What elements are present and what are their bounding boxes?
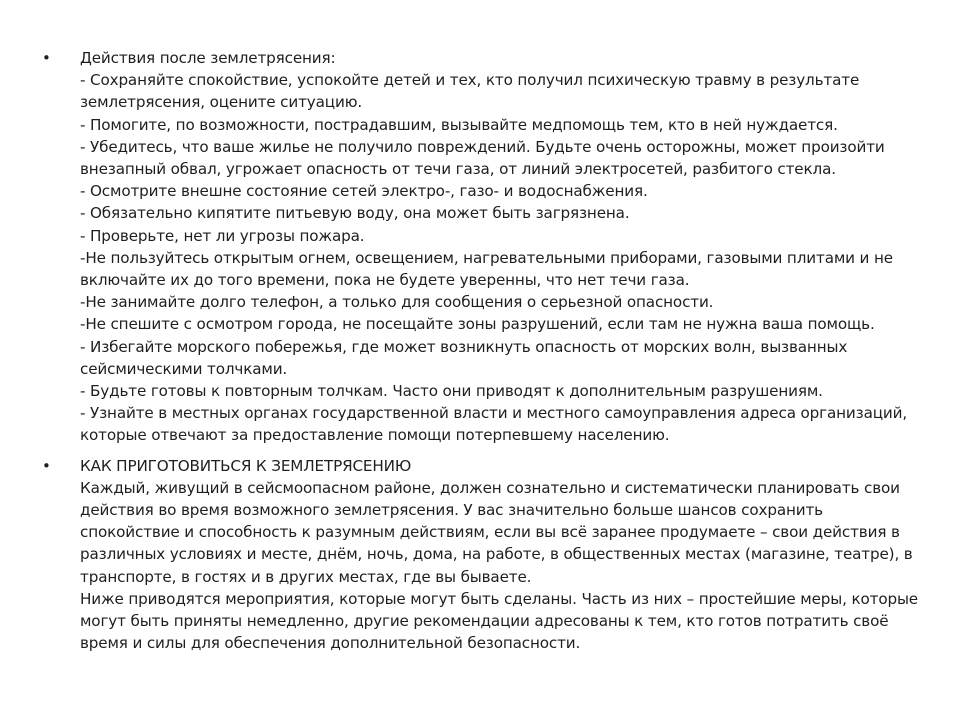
list-item: - Помогите, по возможности, пострадавшим, вызывайте медпомощь тем, кто в ней нуждается. — [80, 115, 838, 134]
list-item: - Избегайте морского побережья, где может возникнуть опасность от морских волн, вызванных сейсмическими толчками. — [80, 337, 848, 378]
list-item: - Обязательно кипятите питьевую воду, она может быть загрязнена. — [80, 204, 630, 223]
list-item: -Не занимайте долго телефон, а только для сообщения о серьезной опасности. — [80, 293, 714, 312]
section-after-earthquake — [42, 47, 922, 447]
list-item: - Будьте готовы к повторным толчкам. Часто они приводят к дополнительным разрушениям. — [80, 382, 823, 401]
paragraph: Ниже приводятся мероприятия, которые могут быть сделаны. Часть из них – простейшие меры, которые могут быть приняты немедленно, другие рекомендации адресованы к тем, кто готов потратить своё время и силы для обеспечения дополнительной безопасности. — [80, 589, 918, 653]
paragraph: Каждый, живущий в сейсмоопасном районе, должен сознательно и систематически планировать свои действия во время возможного землетрясения. У вас значительно больше шансов сохранить спокойствие и способность к разумным действиям, если вы всё заранее продумаете – свои действия в различных условиях и месте, днём, ночь, дома, на работе, в общественных местах (магазине, театре), в транспорте, в гостях и в других местах, где вы бываете. — [80, 478, 913, 586]
list-item: - Проверьте, нет ли угрозы пожара. — [80, 226, 365, 245]
bullet-marker: • — [42, 456, 51, 475]
section-heading: Действия после землетрясения: — [80, 49, 336, 67]
list-item: - Сохраняйте спокойствие, успокойте детей и тех, кто получил психическую травму в результате землетрясения, оцените ситуацию. — [80, 71, 860, 112]
list-item: -Не пользуйтесь открытым огнем, освещением, нагревательными приборами, газовыми плитами и не включайте их до того времени, пока не будете уверенны, что нет течи газа. — [80, 248, 893, 290]
bullet-marker: • — [42, 49, 51, 67]
section-how-to-prepare — [42, 455, 922, 655]
list-item: - Осмотрите внешне состояние сетей электро-, газо- и водоснабжения. — [80, 182, 648, 201]
list-item: - Узнайте в местных органах государственной власти и местного самоуправления адреса организаций, которые отвечают за предоставление помощи потерпевшему населению. — [80, 404, 908, 445]
list-item: - Убедитесь, что ваше жилье не получило повреждений. Будьте очень осторожны, может произойти внезапный обвал, угрожает опасность от течи газа, от линий электросетей, разбитого стекла. — [80, 137, 885, 179]
bullet-list — [42, 47, 922, 654]
list-item: -Не спешите с осмотром города, не посещайте зоны разрушений, если там не нужна ваша помощь. — [80, 315, 875, 334]
section-heading: КАК ПРИГОТОВИТЬСЯ К ЗЕМЛЕТРЯСЕНИЮ — [80, 456, 412, 475]
